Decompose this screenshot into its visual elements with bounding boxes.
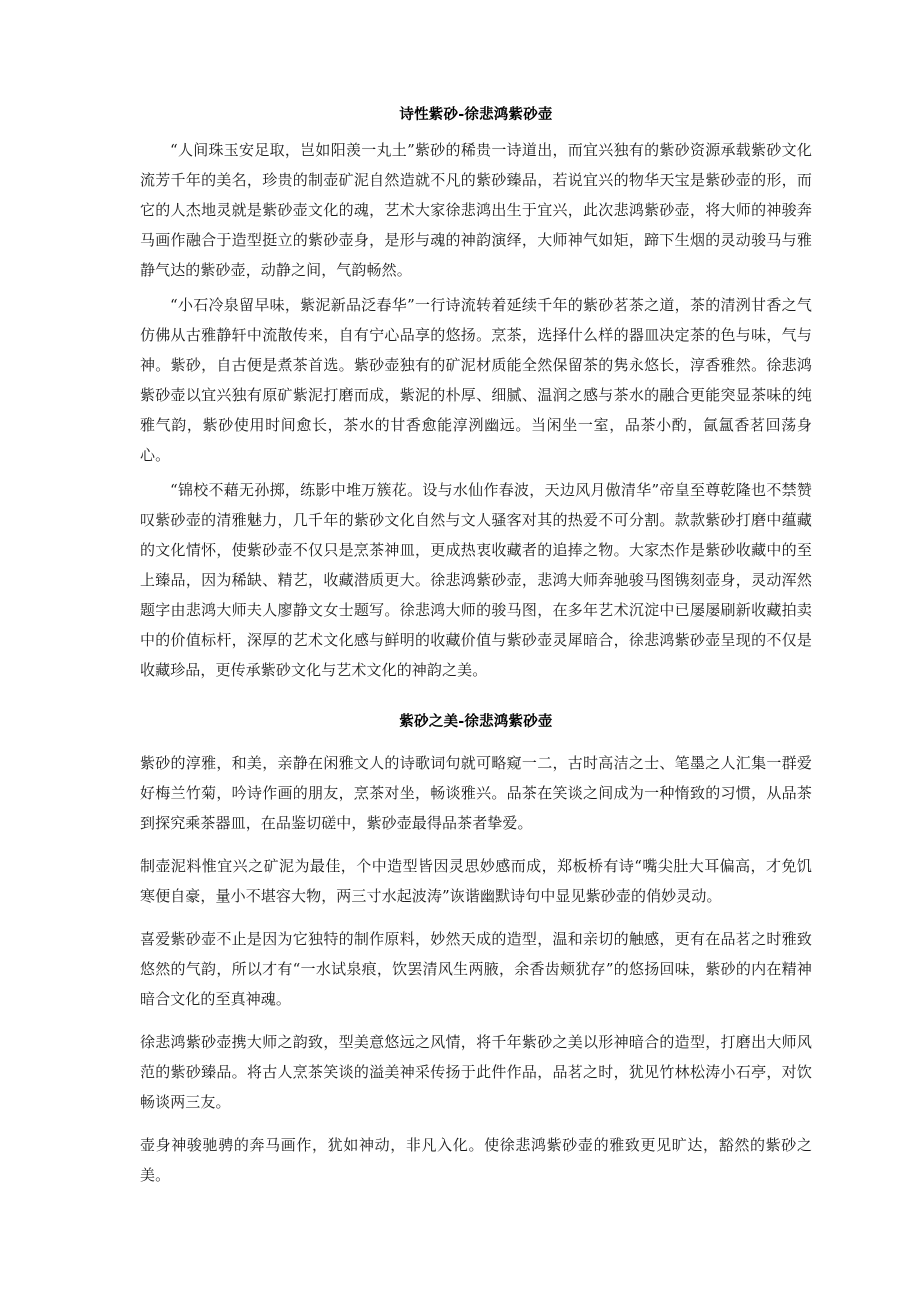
- paragraph: 紫砂的淳雅，和美，亲静在闲雅文人的诗歌词句就可略窥一二，古时高洁之士、笔墨之人汇集一群爱好梅兰竹菊，吟诗作画的朋友，烹茶对坐，畅谈雅兴。品茶在笑谈之间成为一种惰致的习惯，从品茶到探究乘茶器皿，在品鉴切磋中，紫砂壶最得品茶者挚爱。: [140, 754, 812, 833]
- section-beauty-of-zisha: [140, 711, 812, 1190]
- section-poetic-zisha: [140, 104, 812, 685]
- section-heading-poetic-zisha: 诗性紫砂-徐悲鸿紫砂壶: [399, 107, 553, 123]
- paragraph: 徐悲鸿紫砂壶携大师之韵致，型美意悠远之风情，将千年紫砂之美以形神暗合的造型，打磨出大师风范的紫砂臻品。将古人烹茶笑谈的溢美神采传扬于此件作品，品茗之时，犹见竹林松涛小石亭，对饮畅谈两三友。: [140, 1033, 812, 1112]
- paragraph: 壶身神骏驰骋的奔马画作，犹如神动，非凡入化。使徐悲鸿紫砂壶的雅致更见旷达，豁然的紫砂之美。: [140, 1136, 812, 1185]
- paragraph: “锦校不藉无孙掷，练影中堆万簇花。设与水仙作春波，天边风月傲清华”帝皇至尊乾隆也不禁赞叹紫砂壶的清雅魅力，几千年的紫砂文化自然与文人骚客对其的热爱不可分割。款款紫砂打磨中蕴藏的文化情怀，使紫砂壶不仅只是烹茶神皿，更成热衷收藏者的追捧之物。大家杰作是紫砂收藏中的至上臻品，因为稀缺、精艺，收藏潜质更大。徐悲鸿紫砂壶，悲鸿大师奔驰骏马图镌刻壶身，灵动浑然题字由悲鸿大师夫人廖静文女士题写。徐悲鸿大师的骏马图，在多年艺术沉淀中已屡屡刷新收藏拍卖中的价值标杆，深厚的艺术文化感与鲜明的收藏价值与紫砂壶灵犀暗合，徐悲鸿紫砂壶呈现的不仅是收藏珍品，更传承紫砂文化与艺术文化的神韵之美。: [140, 481, 812, 680]
- paragraph: “小石冷泉留早味，紫泥新品泛春华”一行诗流转着延续千年的紫砂茗茶之道，茶的清洌甘香之气仿佛从古雅静轩中流散传来，自有宁心品享的悠扬。烹茶，选择什么样的器皿决定茶的色与味，气与神。紫砂，自古便是煮茶首选。紫砂壶独有的矿泥材质能全然保留茶的隽永悠长，淳香雅然。徐悲鸿紫砂壶以宜兴独有原矿紫泥打磨而成，紫泥的朴厚、细腻、温润之感与茶水的融合更能突显茶味的纯雅气韵，紫砂使用时间愈长，茶水的甘香愈能淳洌幽远。当闲坐一室，品茶小酌，氤氲香茗回荡身心。: [140, 296, 812, 465]
- paragraph: 喜爱紫砂壶不止是因为它独特的制作原料，妙然天成的造型，温和亲切的触感，更有在品茗之时雅致悠然的气韵，所以才有“一水试泉痕，饮罢清风生两腋，余香齿颊犹存”的悠扬回味，紫砂的内在精神暗合文化的至真神魂。: [140, 930, 812, 1009]
- section-heading-beauty-of-zisha: 紫砂之美-徐悲鸿紫砂壶: [399, 714, 553, 731]
- document-body: [140, 104, 812, 1190]
- paragraph: “人间珠玉安足取，岂如阳羡一丸土”紫砂的稀贵一诗道出，而宜兴独有的紫砂资源承载紫砂文化流芳千年的美名，珍贵的制壶矿泥自然造就不凡的紫砂臻品，若说宜兴的物华天宝是紫砂壶的形，而它的人杰地灵就是紫砂壶文化的魂，艺术大家徐悲鸿出生于宜兴，此次悲鸿紫砂壶，将大师的神骏奔马画作融合于造型挺立的紫砂壶身，是形与魂的神韵演绎，大师神气如矩，蹄下生烟的灵动骏马与雅静气达的紫砂壶，动静之间，气韵畅然。: [140, 141, 812, 280]
- paragraph: 制壶泥料惟宜兴之矿泥为最佳，个中造型皆因灵思妙感而成，郑板桥有诗“嘴尖肚大耳偏高，才免饥寒便自豪，量小不堪容大物，两三寸水起波涛”诙谐幽默诗句中显见紫砂壶的俏妙灵动。: [140, 857, 812, 906]
